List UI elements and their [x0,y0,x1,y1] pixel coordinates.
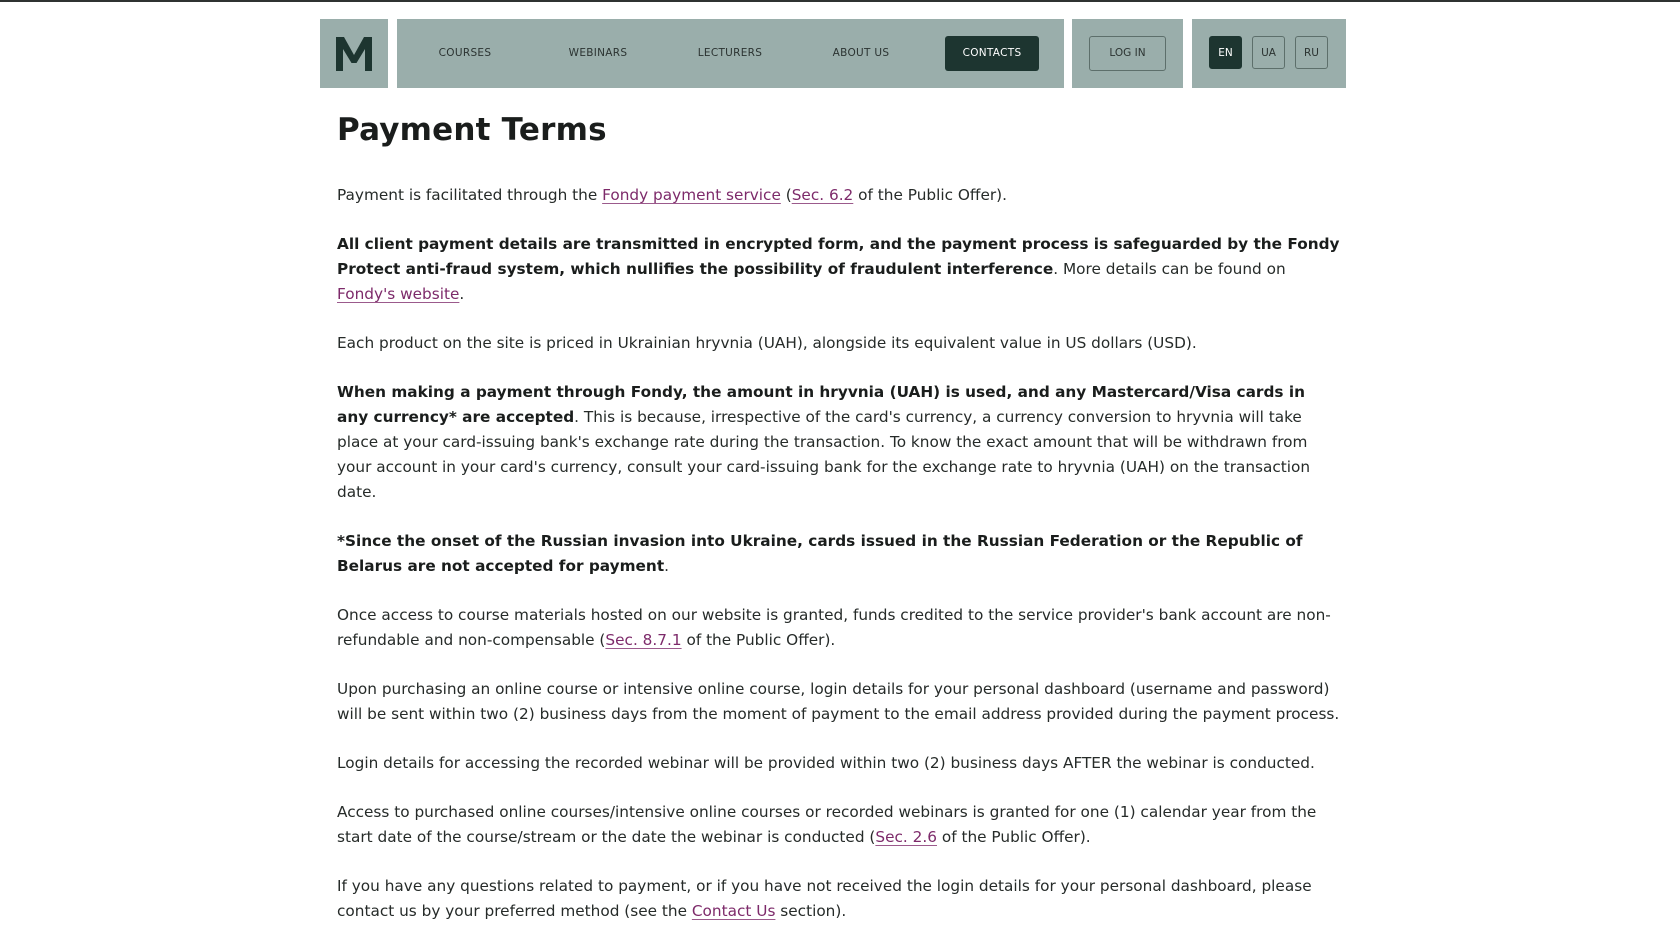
logo[interactable] [320,19,388,88]
p1-text-a: Payment is facilitated through the [337,186,603,204]
sec-6-2-link[interactable]: Sec. 6.2 [791,186,854,204]
p4-bold: When making a payment through Fondy, the amount in hryvnia (UAH) is used, and any Mastercard/Visa cards in any currency* are accepted [337,383,1305,426]
nav-lecturers[interactable]: LECTURERS [697,47,763,59]
logo-mark-icon [334,35,374,73]
contact-us-link[interactable]: Contact Us [691,902,776,920]
p6-text-a: Once access to course materials hosted on our website is granted, funds credited to the service provider's bank account are non-refundable and non-compensable ( [337,606,1331,649]
p9-text-b: of the Public Offer). [936,828,1091,846]
p2-text-b: . [459,285,465,303]
nav-about-us[interactable]: ABOUT US [832,47,890,59]
paragraph-refunds [337,603,1340,653]
fondy-payment-service-link[interactable]: Fondy payment service [602,186,781,204]
page-title: Payment Terms [337,112,607,148]
p10-text-b: section). [775,902,847,920]
top-border [0,0,1680,2]
paragraph-access-period [337,800,1340,850]
paragraph-course-login: Upon purchasing an online course or intensive online course, login details for your personal dashboard (username and password) will be sent within two (2) business days from the moment of payment to the email address provided during the payment process. [337,680,1340,723]
paragraph-currency [337,380,1340,505]
p5-bold: *Since the onset of the Russian invasion into Ukraine, cards issued in the Russian Federation or the Republic of Belarus are not accepted for payment [337,532,1303,575]
p1-text-c: of the Public Offer). [853,186,1007,204]
language-switcher [1192,19,1346,88]
p10-text-a: If you have any questions related to payment, or if you have not received the login details for your personal dashboard, please contact us by your preferred method (see the [337,877,1312,920]
p2-text-a: . More details can be found on [1053,260,1286,278]
p1-text-b: ( [780,186,792,204]
login-button[interactable]: LOG IN [1089,36,1166,71]
nav-contacts[interactable]: CONTACTS [945,36,1039,71]
paragraph-pricing: Each product on the site is priced in Ukrainian hryvnia (UAH), alongside its equivalent value in US dollars (USD). [337,334,1197,352]
main-content [337,112,1340,924]
p9-text-a: Access to purchased online courses/intensive online courses or recorded webinars is granted for one (1) calendar year from the start date of the course/stream or the date the webinar is conducted ( [337,803,1317,846]
paragraph-contact [337,874,1340,924]
paragraph-webinar-login: Login details for accessing the recorded webinar will be provided within two (2) business days AFTER the webinar is conducted. [337,754,1315,772]
main-nav [397,19,1064,88]
fondy-website-link[interactable]: Fondy's website [337,285,460,303]
p2-bold: All client payment details are transmitted in encrypted form, and the payment process is safeguarded by the Fondy Protect anti-fraud system, which nullifies the possibility of fraudulent interference [337,235,1340,278]
lang-ua[interactable]: UA [1252,36,1285,69]
paragraph-payment-service [337,183,1340,208]
p6-text-b: of the Public Offer). [681,631,836,649]
login-panel [1072,19,1183,88]
paragraph-sanctions [337,529,1340,579]
nav-webinars[interactable]: WEBINARS [568,47,628,59]
lang-ru[interactable]: RU [1295,36,1328,69]
nav-courses[interactable]: COURSES [438,47,492,59]
sec-8-7-1-link[interactable]: Sec. 8.7.1 [605,631,682,649]
paragraph-security [337,232,1340,307]
lang-en[interactable]: EN [1209,36,1242,69]
p5-text-a: . [664,557,670,575]
sec-2-6-link[interactable]: Sec. 2.6 [875,828,937,846]
p4-text-a: . This is because, irrespective of the card's currency, a currency conversion to hryvnia will take place at your card-issuing bank's exchange rate during the transaction. To know the exact amount that will be withdrawn from your account in your card's currency, consult your card-issuing bank for the exchange rate to hryvnia (UAH) on the transaction date. [337,408,1311,501]
